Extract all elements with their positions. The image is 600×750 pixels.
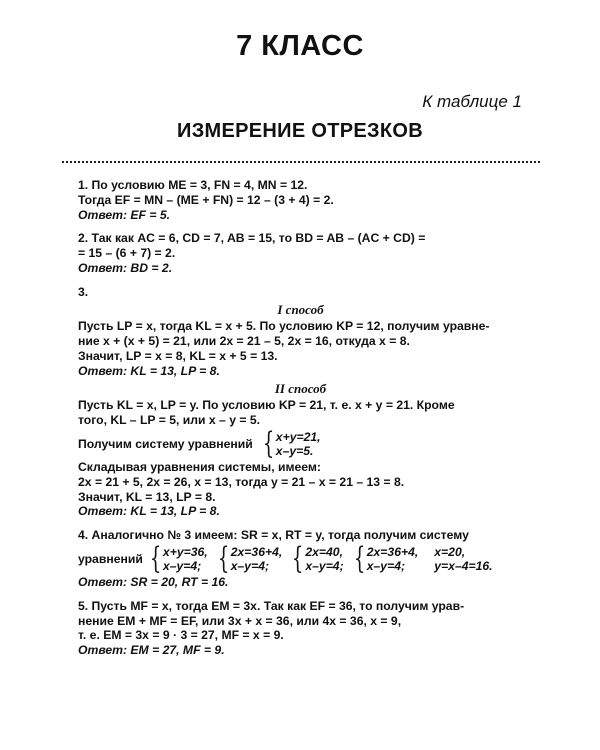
- method-1-line-1: Пусть LP = x, тогда KL = x + 5. По условию KP = 12, получим уравне-: [78, 319, 490, 334]
- problem-2-line-1: 2. Так как AC = 6, CD = 7, AB = 15, то BD = AB – (AC + CD) =: [78, 231, 426, 246]
- system-equation: x+y=21,: [275, 429, 321, 444]
- method-2-line-3: Складывая уравнения системы, имеем:: [78, 459, 321, 474]
- equation-system: [350, 540, 419, 576]
- problem-4-line-1: 4. Аналогично № 3 имеем: SR = x, RT = y, тогда получим систему: [78, 528, 469, 543]
- equation-system: [288, 540, 344, 576]
- system-equation: x–y=4;: [230, 558, 270, 573]
- problem-2-line-2: = 15 – (6 + 7) = 2.: [78, 246, 176, 261]
- problem-3: [78, 285, 523, 519]
- system-equation: x–y=5.: [275, 443, 314, 458]
- table-reference: К таблице 1: [422, 92, 522, 111]
- problem-5: [78, 599, 523, 658]
- system-equation: x+y=36,: [162, 544, 208, 559]
- system-equation: 2x=36+4,: [230, 544, 283, 559]
- method-2-answer: Ответ: KL = 13, LP = 8.: [78, 504, 220, 519]
- equation-system: [146, 540, 208, 576]
- problem-5-line-2: нение EM + MF = EF, или 3x + x = 36, или 4x = 36, x = 9,: [78, 613, 402, 628]
- system-equation: x–y=4;: [366, 558, 406, 573]
- method-1-line-3: Значит, LP = x = 8, KL = x + 5 = 13.: [78, 348, 278, 363]
- problem-5-line-3: т. е. EM = 3x = 9 · 3 = 27, MF = x = 9.: [78, 628, 284, 643]
- solution-x: x=20,: [434, 544, 466, 559]
- solution-y: y=x–4=16.: [434, 558, 493, 573]
- solutions-body: [78, 178, 523, 658]
- section-title: ИЗМЕРЕНИЕ ОТРЕЗКОВ: [177, 120, 423, 142]
- method-2-line-1: Пусть KL = x, LP = y. По условию KP = 21, т. е. x + y = 21. Кроме: [78, 398, 455, 413]
- problem-1: [78, 178, 523, 222]
- method-2-line-5: Значит, KL = 13, LP = 8.: [78, 489, 216, 504]
- brace-icon: {: [149, 540, 162, 576]
- dotted-divider: [62, 161, 540, 163]
- grade-heading: 7 КЛАСС: [236, 30, 364, 62]
- problem-5-answer: Ответ: EM = 27, MF = 9.: [78, 643, 225, 658]
- problem-5-line-1: 5. Пусть MF = x, тогда EM = 3x. Так как EF = 36, то получим урав-: [78, 598, 465, 613]
- method-2-line-4: 2x = 21 + 5, 2x = 26, x = 13, тогда y = 21 – x = 21 – 13 = 8.: [78, 474, 405, 489]
- problem-2-answer: Ответ: BD = 2.: [78, 260, 173, 275]
- problem-4-answer: Ответ: SR = 20, RT = 16.: [78, 574, 229, 589]
- method-1-line-2: ние x + (x + 5) = 21, или 2x = 21 – 5, 2x = 16, откуда x = 8.: [78, 334, 410, 349]
- problem-4: [78, 528, 523, 590]
- problem-2: [78, 231, 523, 275]
- method-1-heading: I способ: [277, 301, 324, 317]
- method-2-line-2: того, KL – LP = 5, или x – y = 5.: [78, 413, 261, 428]
- brace-icon: {: [292, 540, 304, 576]
- equation-system: [259, 425, 321, 461]
- method-2-system-text: Получим систему уравнений: [78, 436, 253, 451]
- brace-icon: {: [217, 540, 229, 576]
- system-equation: x–y=4;: [305, 558, 344, 573]
- solution-values: [434, 545, 492, 573]
- method-2-system-row: [78, 425, 523, 461]
- equation-system: [214, 540, 283, 576]
- method-1-answer: Ответ: KL = 13, LP = 8.: [78, 363, 220, 378]
- problem-1-line-2: Тогда EF = MN – (ME + FN) = 12 – (3 + 4) = 2.: [78, 192, 334, 207]
- problem-4-systems-row: [78, 540, 523, 576]
- system-equation: 2x=36+4,: [366, 544, 419, 559]
- problem-3-number: 3.: [78, 284, 89, 299]
- brace-icon: {: [353, 540, 365, 576]
- method-2-heading: II способ: [274, 380, 327, 396]
- brace-icon: {: [262, 425, 274, 461]
- system-equation: 2x=40,: [305, 544, 343, 559]
- problem-1-answer: Ответ: EF = 5.: [78, 207, 171, 222]
- system-equation: x–y=4;: [162, 558, 202, 573]
- problem-1-line-1: 1. По условию ME = 3, FN = 4, MN = 12.: [78, 178, 308, 192]
- systems-label: уравнений: [78, 551, 143, 566]
